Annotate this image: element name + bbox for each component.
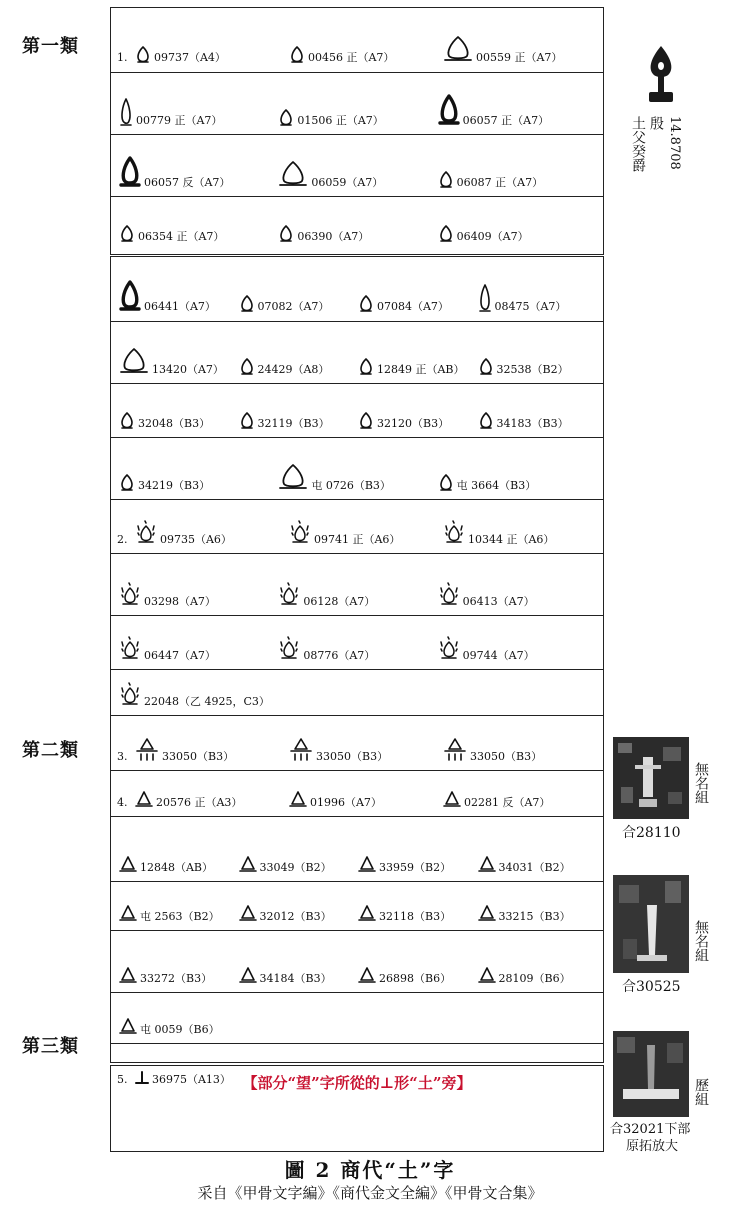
glyph-entry — [278, 223, 369, 243]
entry-label: 34031（B2） — [498, 861, 571, 874]
entry-label: 33050（B3） — [470, 750, 543, 763]
tu-glyph-drip-icon — [289, 737, 313, 763]
glyph-entry — [119, 346, 224, 376]
entry-label: 33959（B2） — [379, 861, 452, 874]
entry-label: 06447（A7） — [144, 649, 216, 662]
bronze-number: 14.8708 — [667, 116, 682, 170]
rubbing3-caption-1: 合32021下部 — [610, 1122, 691, 1137]
entry-label: 33050（B3） — [316, 750, 389, 763]
table-row — [111, 437, 603, 500]
tu-glyph-dots-icon — [278, 636, 300, 662]
entry-label: 28109（B6） — [498, 972, 571, 985]
tu-glyph-a-icon — [438, 169, 454, 189]
table-row — [111, 257, 603, 321]
glyph-entry — [239, 854, 332, 874]
glyph-entry — [239, 903, 332, 923]
tu-glyph-dots-icon — [289, 520, 311, 546]
table-row — [111, 816, 603, 882]
tu-glyph-a-icon — [438, 472, 454, 492]
glyph-entry — [438, 169, 543, 189]
tu-glyph-drip-icon — [135, 737, 159, 763]
rubbing-30525 — [613, 875, 689, 973]
entry-number: 2. — [117, 533, 128, 546]
entry-label: 屯 2563（B2） — [140, 910, 220, 923]
tu-glyph-dots-icon — [438, 636, 460, 662]
tu-glyph-dots-icon — [443, 520, 465, 546]
glyph-entry — [443, 737, 542, 763]
tu-glyph-dots-icon — [135, 520, 157, 546]
tu-glyph-bold-icon — [119, 155, 141, 189]
entry-label: 02281 反（A7） — [464, 796, 551, 809]
glyph-entry — [478, 410, 569, 430]
category-label-3: 第三類 — [22, 1036, 79, 1057]
category-label-1: 第一類 — [22, 36, 79, 57]
table-row — [111, 930, 603, 993]
wang-box-title: 【部分“望”字所從的⊥形“土”旁】 — [242, 1074, 472, 1092]
glyph-entry — [239, 356, 330, 376]
tu-glyph-wide-icon — [443, 34, 473, 64]
entry-label: 24429（A8） — [257, 363, 330, 376]
glyph-entry — [438, 636, 535, 662]
glyph-entry — [358, 356, 465, 376]
entry-label: 09735（A6） — [160, 533, 232, 546]
entry-label: 33272（B3） — [140, 972, 213, 985]
entry-label: 09737（A4） — [154, 51, 226, 64]
tu-glyph-wide-icon — [278, 159, 308, 189]
entry-label: 12849 正（AB） — [377, 363, 465, 376]
glyph-entry — [478, 283, 567, 313]
figure-source: 采自《甲骨文字編》《商代金文全編》《甲骨文合集》 — [197, 1184, 543, 1202]
tu-glyph-a-icon — [478, 356, 494, 376]
glyph-entry — [358, 293, 449, 313]
entry-label: 06057 正（A7） — [462, 114, 550, 127]
tu-glyph-dots-icon — [278, 582, 300, 608]
entry-label: 07082（A7） — [257, 300, 330, 313]
tu-glyph-bold-icon — [438, 93, 460, 127]
wang-box — [110, 1065, 604, 1152]
tu-glyph-tri-icon — [289, 789, 307, 809]
tu-glyph-a-icon — [239, 410, 255, 430]
glyph-entry — [443, 789, 550, 809]
entry-label: 32538（B2） — [496, 363, 569, 376]
figure-title: 圖 2 商代“土”字 — [284, 1158, 456, 1182]
tu-glyph-tri-icon — [239, 965, 257, 985]
glyph-entry — [438, 582, 535, 608]
tu-glyph-tall-icon — [478, 283, 492, 313]
rubbing1-caption: 合28110 — [622, 825, 681, 841]
glyph-entry — [289, 737, 388, 763]
entry-label: 32012（B3） — [259, 910, 332, 923]
entry-label: 03298（A7） — [144, 595, 216, 608]
rubbing-28110 — [613, 737, 689, 819]
tu-glyph-tall-icon — [119, 97, 133, 127]
bronze-name: 土父癸爵 — [630, 116, 646, 172]
glyph-entry — [119, 854, 213, 874]
table-row — [111, 669, 603, 716]
table-row — [111, 615, 603, 670]
category-label-2: 第二類 — [22, 740, 79, 761]
tu-glyph-dots-icon — [119, 636, 141, 662]
entry-label: 20576 正（A3） — [156, 796, 243, 809]
tu-glyph-a-icon — [135, 44, 151, 64]
table-row — [111, 553, 603, 616]
entry-label: 08776（A7） — [303, 649, 376, 662]
tu-glyph-bold-icon — [119, 279, 141, 313]
entry-label: 00456 正（A7） — [308, 51, 395, 64]
entry-label: 12848（AB） — [140, 861, 214, 874]
table-row — [111, 499, 603, 554]
tu-glyph-tri-icon — [478, 854, 496, 874]
entry-label: 34219（B3） — [138, 479, 211, 492]
glyph-entry — [239, 293, 330, 313]
entry-label: 33050（B3） — [162, 750, 235, 763]
glyph-entry — [135, 44, 226, 64]
entry-label: 06441（A7） — [144, 300, 216, 313]
table-row — [111, 196, 603, 251]
entry-label: 06413（A7） — [462, 595, 535, 608]
tu-glyph-dots-icon — [119, 682, 141, 708]
glyph-entry — [358, 965, 451, 985]
table-row — [111, 770, 603, 817]
tu-glyph-dots-icon — [119, 582, 141, 608]
glyph-entry — [119, 410, 210, 430]
entry-label: 32119（B3） — [257, 417, 330, 430]
tu-glyph-a-icon — [289, 44, 305, 64]
tu-glyph-a-icon — [119, 223, 135, 243]
rubbing1-group-label: 無名組 — [693, 762, 709, 804]
glyph-entry — [119, 472, 210, 492]
tu-glyph-tri-icon — [443, 789, 461, 809]
bronze-tu-glyph — [643, 44, 679, 108]
entry-label: 08475（A7） — [494, 300, 567, 313]
tu-glyph-tri-icon — [358, 903, 376, 923]
tu-glyph-a-icon — [358, 410, 374, 430]
glyph-entry — [119, 223, 224, 243]
entry-label: 00779 正（A7） — [136, 114, 223, 127]
entry-label: 01996（A7） — [310, 796, 382, 809]
entry-number: 3. — [117, 750, 128, 763]
glyph-entry — [119, 636, 216, 662]
glyph-entry — [478, 854, 571, 874]
glyph-entry — [358, 410, 449, 430]
glyph-entry — [289, 789, 382, 809]
tu-glyph-tri-icon — [358, 965, 376, 985]
entry-number: 4. — [117, 796, 128, 809]
glyph-entry — [119, 1016, 220, 1036]
entry-label: 06057 反（A7） — [144, 176, 231, 189]
table-row — [111, 881, 603, 931]
glyph-entry — [478, 903, 571, 923]
rubbing-32021 — [613, 1031, 689, 1117]
table-row — [111, 321, 603, 384]
tu-glyph-a-icon — [119, 472, 135, 492]
entry-label: 10344 正（A6） — [468, 533, 555, 546]
glyph-entry — [278, 636, 375, 662]
glyph-entry — [135, 520, 232, 546]
rubbing3-group-label: 歷組 — [693, 1078, 709, 1106]
table-row — [111, 8, 603, 72]
tu-glyph-a-icon — [478, 410, 494, 430]
entry-label: 13420（A7） — [152, 363, 224, 376]
glyph-entry — [239, 965, 332, 985]
table-row — [111, 134, 603, 197]
tu-glyph-a-icon — [438, 223, 454, 243]
glyph-entry — [478, 965, 571, 985]
glyph-entry — [119, 155, 230, 189]
glyph-entry — [119, 582, 216, 608]
glyph-entry — [119, 279, 216, 313]
glyph-entry — [358, 903, 451, 923]
glyph-entry — [438, 223, 529, 243]
entry-label: 07084（A7） — [377, 300, 449, 313]
tu-glyph-tri-icon — [239, 854, 257, 874]
entry-label: 屯 0059（B6） — [140, 1023, 220, 1036]
glyph-entry — [443, 34, 562, 64]
glyph-entry — [358, 854, 451, 874]
entry-label: 33215（B3） — [498, 910, 571, 923]
entry-label: 32120（B3） — [377, 417, 450, 430]
tu-glyph-a-icon — [119, 410, 135, 430]
entry-label: 06128（A7） — [303, 595, 376, 608]
tu-glyph-dots-icon — [438, 582, 460, 608]
tu-glyph-a-icon — [358, 293, 374, 313]
tu-glyph-a-icon — [358, 356, 374, 376]
tu-glyph-tri-icon — [119, 965, 137, 985]
entry-label: 06354 正（A7） — [138, 230, 225, 243]
tu-glyph-tri-icon — [135, 789, 153, 809]
entry-label: 36975（A13） — [152, 1073, 231, 1086]
tu-glyph-tri-icon — [119, 1016, 137, 1036]
entry-label: 06059（A7） — [311, 176, 384, 189]
entry-label: 屯 0726（B3） — [311, 479, 391, 492]
entry-label: 01506 正（A7） — [297, 114, 384, 127]
tu-glyph-a-icon — [239, 293, 255, 313]
entry-label: 26898（B6） — [379, 972, 452, 985]
glyph-entry — [135, 737, 234, 763]
entry-label: 09744（A7） — [462, 649, 535, 662]
entry-label: 34184（B3） — [259, 972, 332, 985]
table-row — [111, 992, 603, 1044]
table-row — [111, 383, 603, 438]
entry-number: 5. — [117, 1073, 128, 1086]
tu-glyph-a-icon — [239, 356, 255, 376]
entry-number: 1. — [117, 51, 128, 64]
tu-glyph-a-icon — [278, 223, 294, 243]
rubbing2-caption: 合30525 — [622, 979, 681, 995]
glyph-entry — [119, 965, 212, 985]
tu-glyph-wide-icon — [278, 462, 308, 492]
entry-label: 34183（B3） — [496, 417, 569, 430]
tu-glyph-tri-icon — [358, 854, 376, 874]
table-row — [111, 72, 603, 135]
glyph-entry — [135, 789, 242, 809]
glyph-entry — [278, 107, 383, 127]
glyph-entry — [438, 93, 549, 127]
glyph-entry — [119, 682, 270, 708]
glyph-entry — [278, 462, 391, 492]
tu-glyph-tri-icon — [119, 903, 137, 923]
entry-label: 06087 正（A7） — [456, 176, 544, 189]
entry-label: 06409（A7） — [456, 230, 529, 243]
glyph-entry — [278, 582, 375, 608]
entry-label: 09741 正（A6） — [314, 533, 401, 546]
glyph-entry — [119, 903, 220, 923]
rubbing2-group-label: 無名組 — [693, 920, 709, 962]
table-section-1 — [110, 7, 604, 255]
tu-glyph-a-icon — [278, 107, 294, 127]
glyph-entry — [239, 410, 330, 430]
glyph-entry — [478, 356, 569, 376]
rubbing3-caption-2: 原拓放大 — [626, 1139, 679, 1154]
bronze-period: 殷 — [648, 116, 664, 130]
entry-label: 屯 3664（B3） — [456, 479, 537, 492]
tu-glyph-tri-icon — [478, 903, 496, 923]
tu-glyph-tri-icon — [239, 903, 257, 923]
glyph-entry — [278, 159, 383, 189]
entry-label: 00559 正（A7） — [476, 51, 563, 64]
glyph-entry — [289, 520, 400, 546]
tu-glyph-wide-icon — [119, 346, 149, 376]
tu-glyph-drip-icon — [443, 737, 467, 763]
tu-glyph-tri-icon — [119, 854, 137, 874]
entry-label: 32118（B3） — [379, 910, 452, 923]
glyph-entry — [443, 520, 554, 546]
table-row — [111, 715, 603, 771]
tu-glyph-tri-icon — [478, 965, 496, 985]
entry-label: 33049（B2） — [259, 861, 332, 874]
entry-label: 32048（B3） — [138, 417, 211, 430]
entry-label: 22048（乙 4925，C3） — [144, 695, 270, 708]
glyph-entry — [438, 472, 537, 492]
glyph-entry — [119, 97, 222, 127]
glyph-entry — [289, 44, 394, 64]
entry-label: 06390（A7） — [297, 230, 370, 243]
